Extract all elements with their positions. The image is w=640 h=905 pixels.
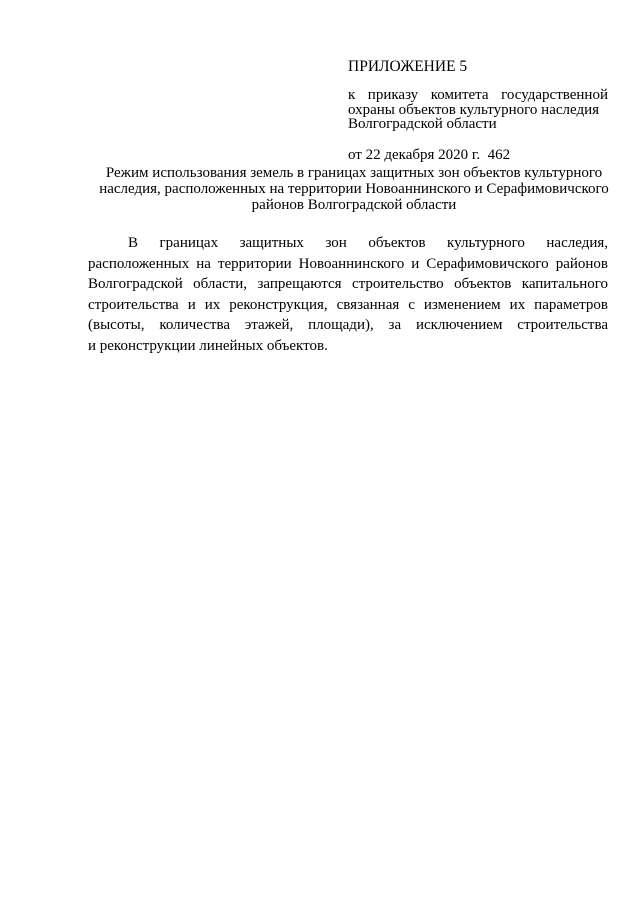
document-heading bbox=[80, 165, 628, 213]
order-reference-line: Волгоградской области bbox=[348, 116, 497, 132]
order-reference-line: охраны объектов культурного наследия bbox=[348, 101, 600, 118]
paragraph-line: (высоты, количества этажей, площади), за исключением строительства bbox=[88, 317, 608, 333]
paragraph-line: расположенных на территории Новоаннинского и Серафимовичского районов bbox=[88, 255, 608, 272]
paragraph-line: В границах защитных зон объектов культурного наследия, bbox=[128, 235, 608, 251]
appendix-title: ПРИЛОЖЕНИЕ 5 bbox=[348, 58, 468, 75]
paragraph-line: строительства и их реконструкция, связанная с изменением их параметров bbox=[88, 296, 608, 313]
appendix-block bbox=[348, 58, 608, 164]
order-reference-line: к приказу комитета государственной bbox=[348, 87, 608, 103]
order-date: от 22 декабря 2020 г. 462 bbox=[348, 146, 511, 163]
paragraph-line: и реконструкции линейных объектов. bbox=[88, 337, 328, 354]
heading-line: Режим использования земель в границах защитных зон объектов культурного bbox=[105, 165, 603, 181]
body-paragraph bbox=[88, 233, 608, 356]
heading-line: районов Волгоградской области bbox=[251, 197, 457, 213]
paragraph-line: Волгоградской области, запрещаются строительство объектов капитального bbox=[88, 276, 608, 292]
heading-line: наследия, расположенных на территории Новоаннинского и Серафимовичского bbox=[99, 181, 609, 197]
order-reference bbox=[348, 88, 608, 132]
